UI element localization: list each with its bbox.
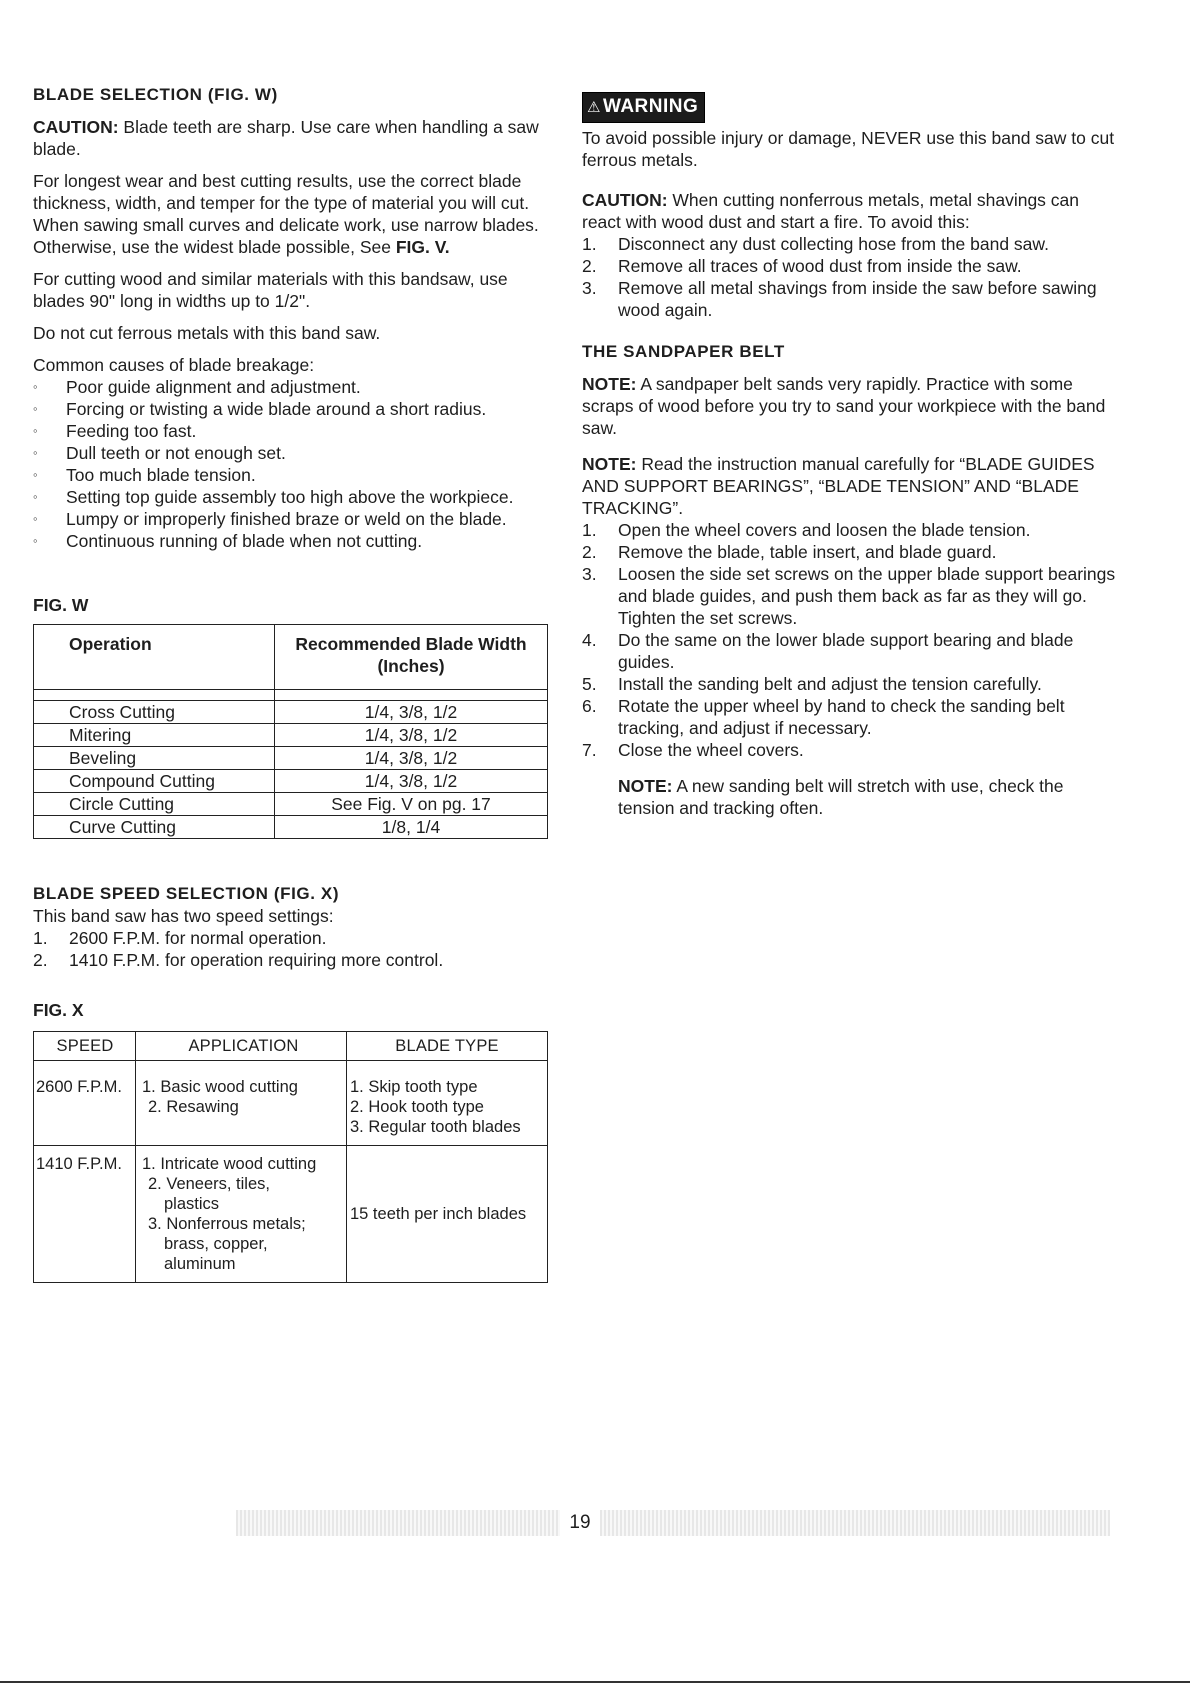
list-number: 7. xyxy=(582,740,597,760)
column-header-speed: SPEED xyxy=(34,1032,136,1061)
list-item: ◦ Poor guide alignment and adjustment. xyxy=(33,376,558,398)
table-cell: 1/4, 3/8, 1/2 xyxy=(275,724,548,747)
sandpaper-note-2 xyxy=(582,453,1117,519)
table-cell: Compound Cutting xyxy=(34,770,275,793)
application-line: aluminum xyxy=(164,1255,236,1273)
blade-type-cell xyxy=(347,1061,548,1146)
list-number: 4. xyxy=(582,630,597,650)
page-footer xyxy=(0,1510,1190,1536)
blade-type-line: 2. Hook tooth type xyxy=(350,1098,484,1116)
table-cell: 1/4, 3/8, 1/2 xyxy=(275,770,548,793)
speed-list xyxy=(33,927,558,971)
table-cell: Mitering xyxy=(34,724,275,747)
left-column xyxy=(33,84,558,1283)
table-row xyxy=(34,1146,548,1283)
blade-length-paragraph: For cutting wood and similar materials with this bandsaw, use blades 90" long in widths up to 1/2". xyxy=(33,269,508,311)
warning-triangle-icon: ⚠ xyxy=(587,99,601,116)
caution-text: When cutting nonferrous metals, metal shavings can react with wood dust and start a fire. To avoid this: xyxy=(582,190,1080,232)
table-row xyxy=(34,793,548,816)
table-cell: Cross Cutting xyxy=(34,701,275,724)
table-header-row xyxy=(34,1032,548,1061)
table-cell: Circle Cutting xyxy=(34,793,275,816)
list-item xyxy=(582,277,1117,321)
caution-text: Blade teeth are sharp. Use care when handling a saw blade. xyxy=(33,117,539,159)
list-item xyxy=(582,629,1117,673)
footer-band-right xyxy=(600,1510,1110,1536)
warning-text: To avoid possible injury or damage, NEVER use this band saw to cut ferrous metals. xyxy=(582,128,1115,170)
right-column xyxy=(582,92,1117,819)
list-text: Rotate the upper wheel by hand to check the sanding belt tracking, and adjust if necessary. xyxy=(618,696,1065,738)
list-item: ◦ Setting top guide assembly too high above the workpiece. xyxy=(33,486,558,508)
caution-label: CAUTION: xyxy=(33,117,119,137)
speed-intro: This band saw has two speed settings: xyxy=(33,906,334,926)
list-text: Close the wheel covers. xyxy=(618,740,804,760)
table-cell: 1/4, 3/8, 1/2 xyxy=(275,747,548,770)
list-number: 3. xyxy=(582,278,597,298)
curves-text: When sawing small curves and delicate work, use narrow blades. Otherwise, use the widest blade possible, See xyxy=(33,215,539,257)
list-text: Open the wheel covers and loosen the blade tension. xyxy=(618,520,1031,540)
nonferrous-caution xyxy=(582,189,1117,233)
table-header-row xyxy=(34,625,548,690)
list-item: ◦ Dull teeth or not enough set. xyxy=(33,442,558,464)
page-number: 19 xyxy=(560,1510,600,1536)
list-item: ◦ Lumpy or improperly finished braze or weld on the blade. xyxy=(33,508,558,530)
application-line: 3. Nonferrous metals; xyxy=(148,1215,306,1233)
breakage-causes-list xyxy=(33,376,558,552)
list-text: Install the sanding belt and adjust the tension carefully. xyxy=(618,674,1042,694)
list-number: 5. xyxy=(582,674,597,694)
list-item xyxy=(582,695,1117,739)
application-line: 2. Veneers, tiles, xyxy=(148,1175,270,1193)
list-item: ◦ Forcing or twisting a wide blade around a short radius. xyxy=(33,398,558,420)
list-number: 6. xyxy=(582,696,597,716)
list-item xyxy=(33,949,558,971)
list-text: 2600 F.P.M. for normal operation. xyxy=(69,928,327,948)
table-cell: Beveling xyxy=(34,747,275,770)
sandpaper-note-3 xyxy=(582,775,1117,819)
list-item: ◦ Continuous running of blade when not cutting. xyxy=(33,530,558,552)
nonferrous-steps xyxy=(582,233,1117,321)
list-number: 1. xyxy=(33,928,48,948)
caution-paragraph xyxy=(33,116,558,160)
list-item xyxy=(582,233,1117,255)
fig-w-label: FIG. W xyxy=(33,595,89,615)
table-cell: Curve Cutting xyxy=(34,816,275,839)
blade-type-line: 1. Skip tooth type xyxy=(350,1078,478,1096)
warning-badge-label: WARNING xyxy=(602,96,699,117)
wear-paragraph: For longest wear and best cutting results, use the correct blade thickness, width, and temper for the type of material you will cut. xyxy=(33,171,530,213)
warning-badge xyxy=(582,92,705,123)
column-header-blade-type: BLADE TYPE xyxy=(347,1032,548,1061)
list-item xyxy=(33,927,558,949)
list-number: 2. xyxy=(582,542,597,562)
blade-type-line: 3. Regular tooth blades xyxy=(350,1118,521,1136)
list-item xyxy=(582,673,1117,695)
list-text: Loosen the side set screws on the upper blade support bearings and blade guides, and push them back as far as they will go. Tighten the set screws. xyxy=(618,564,1116,628)
column-header-application: APPLICATION xyxy=(136,1032,347,1061)
blade-selection-heading: BLADE SELECTION (FIG. W) xyxy=(33,85,278,104)
blade-speed-heading: BLADE SPEED SELECTION (FIG. X) xyxy=(33,884,340,903)
list-number: 1. xyxy=(582,520,597,540)
table-row xyxy=(34,770,548,793)
note-label: NOTE: xyxy=(582,454,637,474)
caution-label: CAUTION: xyxy=(582,190,668,210)
blade-type-cell: 15 teeth per inch blades xyxy=(347,1146,548,1283)
application-cell xyxy=(136,1146,347,1283)
note-text: A new sanding belt will stretch with use, check the tension and tracking often. xyxy=(618,776,1064,818)
table-row xyxy=(34,747,548,770)
note-text: Read the instruction manual carefully for “BLADE GUIDES AND SUPPORT BEARINGS”, “BLADE TENSION” AND “BLADE TRACKING”. xyxy=(582,454,1095,518)
list-item xyxy=(582,519,1117,541)
fig-x-label: FIG. X xyxy=(33,1000,84,1020)
column-header-blade-width: Recommended Blade Width (Inches) xyxy=(275,625,548,690)
column-header-operation: Operation xyxy=(34,625,275,690)
footer-band-left xyxy=(236,1510,560,1536)
application-line: 1. Basic wood cutting xyxy=(142,1078,298,1096)
list-item xyxy=(582,255,1117,277)
breakage-intro: Common causes of blade breakage: xyxy=(33,355,315,375)
speed-cell: 2600 F.P.M. xyxy=(34,1061,136,1146)
application-cell xyxy=(136,1061,347,1146)
ferrous-paragraph: Do not cut ferrous metals with this band saw. xyxy=(33,323,381,343)
sandpaper-steps xyxy=(582,519,1117,761)
sandpaper-heading: THE SANDPAPER BELT xyxy=(582,342,785,361)
list-item: ◦ Feeding too fast. xyxy=(33,420,558,442)
note-text: A sandpaper belt sands very rapidly. Practice with some scraps of wood before you try to sand your workpiece with the band saw. xyxy=(582,374,1106,438)
list-item xyxy=(582,739,1117,761)
list-text: Remove all traces of wood dust from inside the saw. xyxy=(618,256,1022,276)
table-row xyxy=(34,724,548,747)
list-item xyxy=(582,563,1117,629)
list-text: 1410 F.P.M. for operation requiring more control. xyxy=(69,950,444,970)
fig-w-table xyxy=(33,624,548,839)
fig-v-reference: FIG. V. xyxy=(395,237,450,257)
application-line: plastics xyxy=(164,1195,220,1213)
curves-paragraph xyxy=(33,214,558,258)
note-label: NOTE: xyxy=(582,374,637,394)
table-cell: 1/4, 3/8, 1/2 xyxy=(275,701,548,724)
application-line: 1. Intricate wood cutting xyxy=(142,1155,317,1173)
speed-cell: 1410 F.P.M. xyxy=(34,1146,136,1283)
list-number: 2. xyxy=(582,256,597,276)
application-line: brass, copper, xyxy=(164,1235,268,1253)
list-text: Remove all metal shavings from inside the saw before sawing wood again. xyxy=(618,278,1097,320)
fig-x-table xyxy=(33,1031,548,1283)
table-row xyxy=(34,816,548,839)
note-label: NOTE: xyxy=(618,776,673,796)
table-row xyxy=(34,1061,548,1146)
list-text: Remove the blade, table insert, and blade guard. xyxy=(618,542,997,562)
list-text: Disconnect any dust collecting hose from the band saw. xyxy=(618,234,1049,254)
table-spacer xyxy=(34,690,548,701)
table-cell: 1/8, 1/4 xyxy=(275,816,548,839)
table-row xyxy=(34,701,548,724)
list-item: ◦ Too much blade tension. xyxy=(33,464,558,486)
list-item xyxy=(582,541,1117,563)
application-line: 2. Resawing xyxy=(148,1098,239,1116)
table-cell: See Fig. V on pg. 17 xyxy=(275,793,548,816)
list-number: 3. xyxy=(582,564,597,584)
list-text: Do the same on the lower blade support bearing and blade guides. xyxy=(618,630,1074,672)
sandpaper-note-1 xyxy=(582,373,1117,439)
list-number: 2. xyxy=(33,950,48,970)
list-number: 1. xyxy=(582,234,597,254)
